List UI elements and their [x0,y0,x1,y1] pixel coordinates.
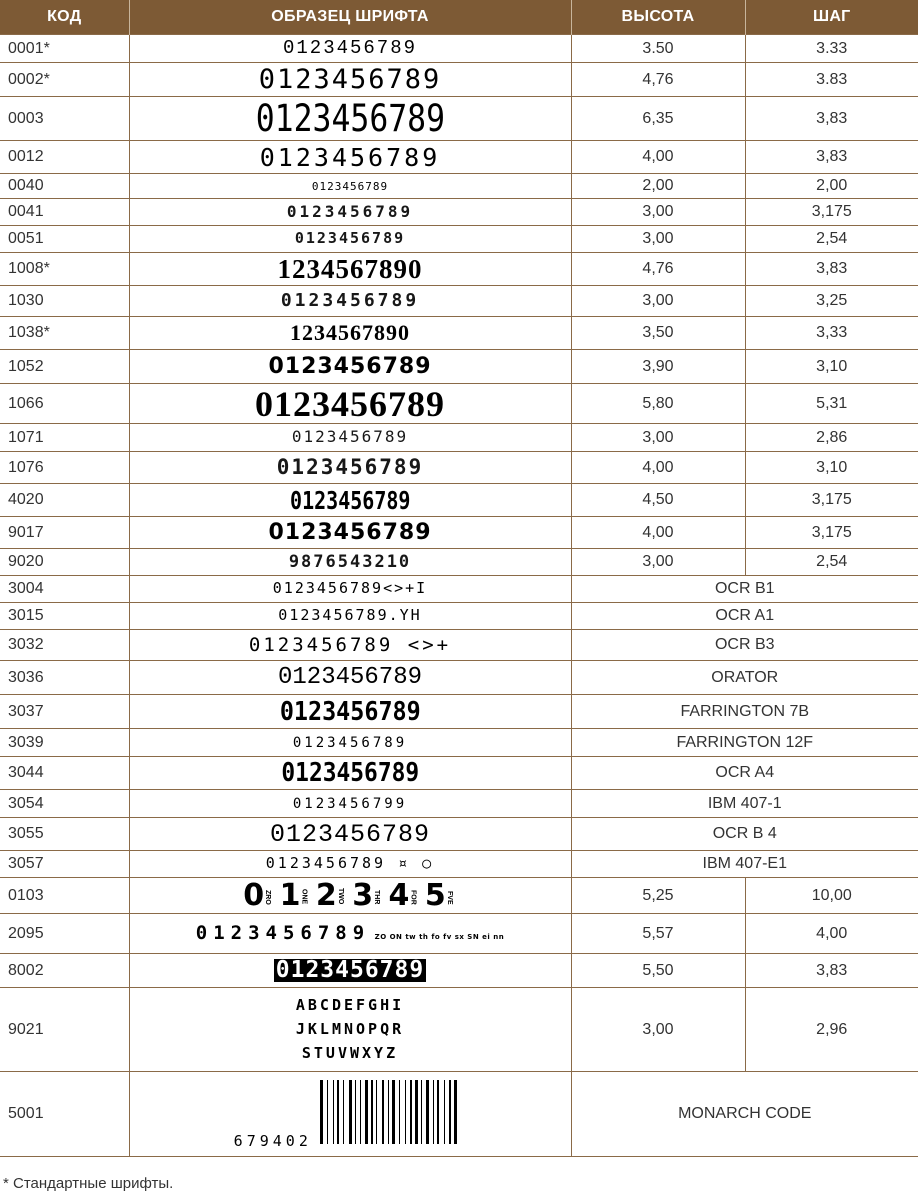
height-cell: 3,00 [571,286,745,317]
pitch-cell: 3,25 [745,286,918,317]
code-cell: 9021 [0,988,129,1072]
height-cell: 3,00 [571,199,745,226]
table-row [0,35,918,63]
table-row [0,253,918,286]
table-row [0,97,918,141]
table-row [0,384,918,424]
embossed-sample: 0ZRO 1ONE 2TWO 3THR 4FOR 5FVE [243,877,453,913]
pitch-cell: 2,96 [745,988,918,1072]
two-line-sample: 0123456789 ZO ON tw th fo fv sx SN ei nn [195,922,505,944]
font-sample: 0123456789 <>+ [129,630,571,661]
font-sample: 0123456789 [129,424,571,452]
table-row [0,576,918,603]
pitch-cell: 3,83 [745,141,918,174]
font-sample: 0123456789 [129,695,571,729]
font-sample [129,988,571,1072]
font-name-cell: OCR B1 [571,576,918,603]
pitch-cell: 3,10 [745,350,918,384]
height-cell: 2,00 [571,174,745,199]
table-row [0,914,918,954]
pitch-cell: 3.33 [745,35,918,63]
font-sample: 0123456789 [129,517,571,549]
table-row [0,174,918,199]
code-cell: 0040 [0,174,129,199]
pitch-cell: 3,175 [745,199,918,226]
pitch-cell: 2,54 [745,226,918,253]
font-sample: 0123456789 [129,199,571,226]
table-row [0,695,918,729]
pitch-cell: 3,175 [745,484,918,517]
code-cell: 9020 [0,549,129,576]
font-name-cell: OCR A1 [571,603,918,630]
code-cell: 1038* [0,317,129,350]
code-cell: 1076 [0,452,129,484]
height-cell: 3,00 [571,424,745,452]
height-cell: 3,50 [571,317,745,350]
pitch-cell: 2,54 [745,549,918,576]
font-sample: 1234567890 [129,317,571,350]
font-sample: 0123456789 [129,350,571,384]
font-sample: 0123456789 ¤ ○ [129,851,571,878]
font-sample [129,914,571,954]
code-cell: 0003 [0,97,129,141]
pitch-cell: 3.83 [745,63,918,97]
font-sample: 0123456789 [129,452,571,484]
height-cell: 5,57 [571,914,745,954]
code-cell: 4020 [0,484,129,517]
code-cell: 3057 [0,851,129,878]
code-cell: 1030 [0,286,129,317]
font-sample: 0123456799 [129,790,571,818]
font-name-cell: IBM 407-E1 [571,851,918,878]
code-cell: 3055 [0,818,129,851]
table-row [0,63,918,97]
header-code: КОД [0,0,129,35]
font-sample: 0123456789 [129,384,571,424]
height-cell: 5,25 [571,878,745,914]
font-sample: 0123456789 [129,174,571,199]
height-cell: 4,00 [571,141,745,174]
height-cell: 4,50 [571,484,745,517]
table-row [0,424,918,452]
pitch-cell: 3,83 [745,253,918,286]
font-name-cell: OCR A4 [571,757,918,790]
pitch-cell: 2,86 [745,424,918,452]
code-cell: 1008* [0,253,129,286]
code-cell: 8002 [0,954,129,988]
code-cell: 3037 [0,695,129,729]
code-cell: 0051 [0,226,129,253]
font-sample: 0123456789<>+I [129,576,571,603]
table-row [0,549,918,576]
font-sample: 0123456789 [129,226,571,253]
font-sample: 0123456789 [129,286,571,317]
height-cell: 4,00 [571,452,745,484]
table-row [0,226,918,253]
font-name-cell: OCR B3 [571,630,918,661]
height-cell: 3,00 [571,988,745,1072]
font-sample [129,1072,571,1157]
table-row [0,757,918,790]
font-sample: 0123456789 [129,141,571,174]
font-sample: 0123456789 [129,757,571,790]
barcode-sample: 679402 [234,1078,467,1150]
font-sample: 0123456789 [129,484,571,517]
code-cell: 3044 [0,757,129,790]
pitch-cell: 3,10 [745,452,918,484]
height-cell: 5,50 [571,954,745,988]
code-cell: 1052 [0,350,129,384]
table-row [0,851,918,878]
code-cell: 3015 [0,603,129,630]
code-cell: 3004 [0,576,129,603]
code-cell: 1071 [0,424,129,452]
code-cell: 1066 [0,384,129,424]
code-cell: 0001* [0,35,129,63]
code-cell: 0103 [0,878,129,914]
table-row [0,517,918,549]
code-cell: 0002* [0,63,129,97]
table-row [0,790,918,818]
code-cell: 5001 [0,1072,129,1157]
table-row [0,452,918,484]
height-cell: 4,00 [571,517,745,549]
font-sample [129,878,571,914]
table-row [0,954,918,988]
table-row [0,818,918,851]
font-sample: 0123456789 [129,729,571,757]
font-sample: 0123456789 [129,63,571,97]
code-cell: 0012 [0,141,129,174]
pitch-cell: 3,83 [745,97,918,141]
table-row [0,484,918,517]
font-sample: 0123456789 [129,97,571,141]
code-cell: 3032 [0,630,129,661]
code-cell: 3039 [0,729,129,757]
font-sample: 0123456789 [129,818,571,851]
pitch-cell: 3,175 [745,517,918,549]
pitch-cell: 10,00 [745,878,918,914]
table-row [0,661,918,695]
font-name-cell: MONARCH CODE [571,1072,918,1157]
font-sample: 0123456789 [129,954,571,988]
font-name-cell: ORATOR [571,661,918,695]
font-sample: 9876543210 [129,549,571,576]
height-cell: 5,80 [571,384,745,424]
code-cell: 2095 [0,914,129,954]
font-sample: 1234567890 [129,253,571,286]
pitch-cell: 3,83 [745,954,918,988]
font-name-cell: FARRINGTON 7B [571,695,918,729]
height-cell: 3.50 [571,35,745,63]
height-cell: 3,00 [571,226,745,253]
font-sample: 0123456789.YH [129,603,571,630]
barcode-icon [316,1078,466,1146]
pitch-cell: 5,31 [745,384,918,424]
table-row [0,350,918,384]
alphabet-sample: ABCDEFGHI JKLMNOPQR STUVWXYZ [295,996,405,1062]
font-sample: 0123456789 [129,661,571,695]
footnote: * Стандартные шрифты. [3,1175,174,1192]
header-height: ВЫСОТА [571,0,745,35]
header-sample: ОБРАЗЕЦ ШРИФТА [129,0,571,35]
table-row [0,603,918,630]
header-row [0,0,918,35]
pitch-cell: 2,00 [745,174,918,199]
font-name-cell: IBM 407-1 [571,790,918,818]
pitch-cell: 4,00 [745,914,918,954]
table-row [0,1072,918,1157]
height-cell: 4,76 [571,63,745,97]
height-cell: 4,76 [571,253,745,286]
table-row [0,199,918,226]
table-row [0,286,918,317]
height-cell: 3,90 [571,350,745,384]
code-cell: 0041 [0,199,129,226]
code-cell: 3054 [0,790,129,818]
table-row [0,317,918,350]
height-cell: 6,35 [571,97,745,141]
pitch-cell: 3,33 [745,317,918,350]
font-name-cell: FARRINGTON 12F [571,729,918,757]
font-name-cell: OCR B 4 [571,818,918,851]
table-row [0,141,918,174]
table-row [0,988,918,1072]
table-row [0,878,918,914]
height-cell: 3,00 [571,549,745,576]
table-row [0,729,918,757]
font-sample: 0123456789 [129,35,571,63]
header-pitch: ШАГ [745,0,918,35]
code-cell: 3036 [0,661,129,695]
code-cell: 9017 [0,517,129,549]
table-row [0,630,918,661]
